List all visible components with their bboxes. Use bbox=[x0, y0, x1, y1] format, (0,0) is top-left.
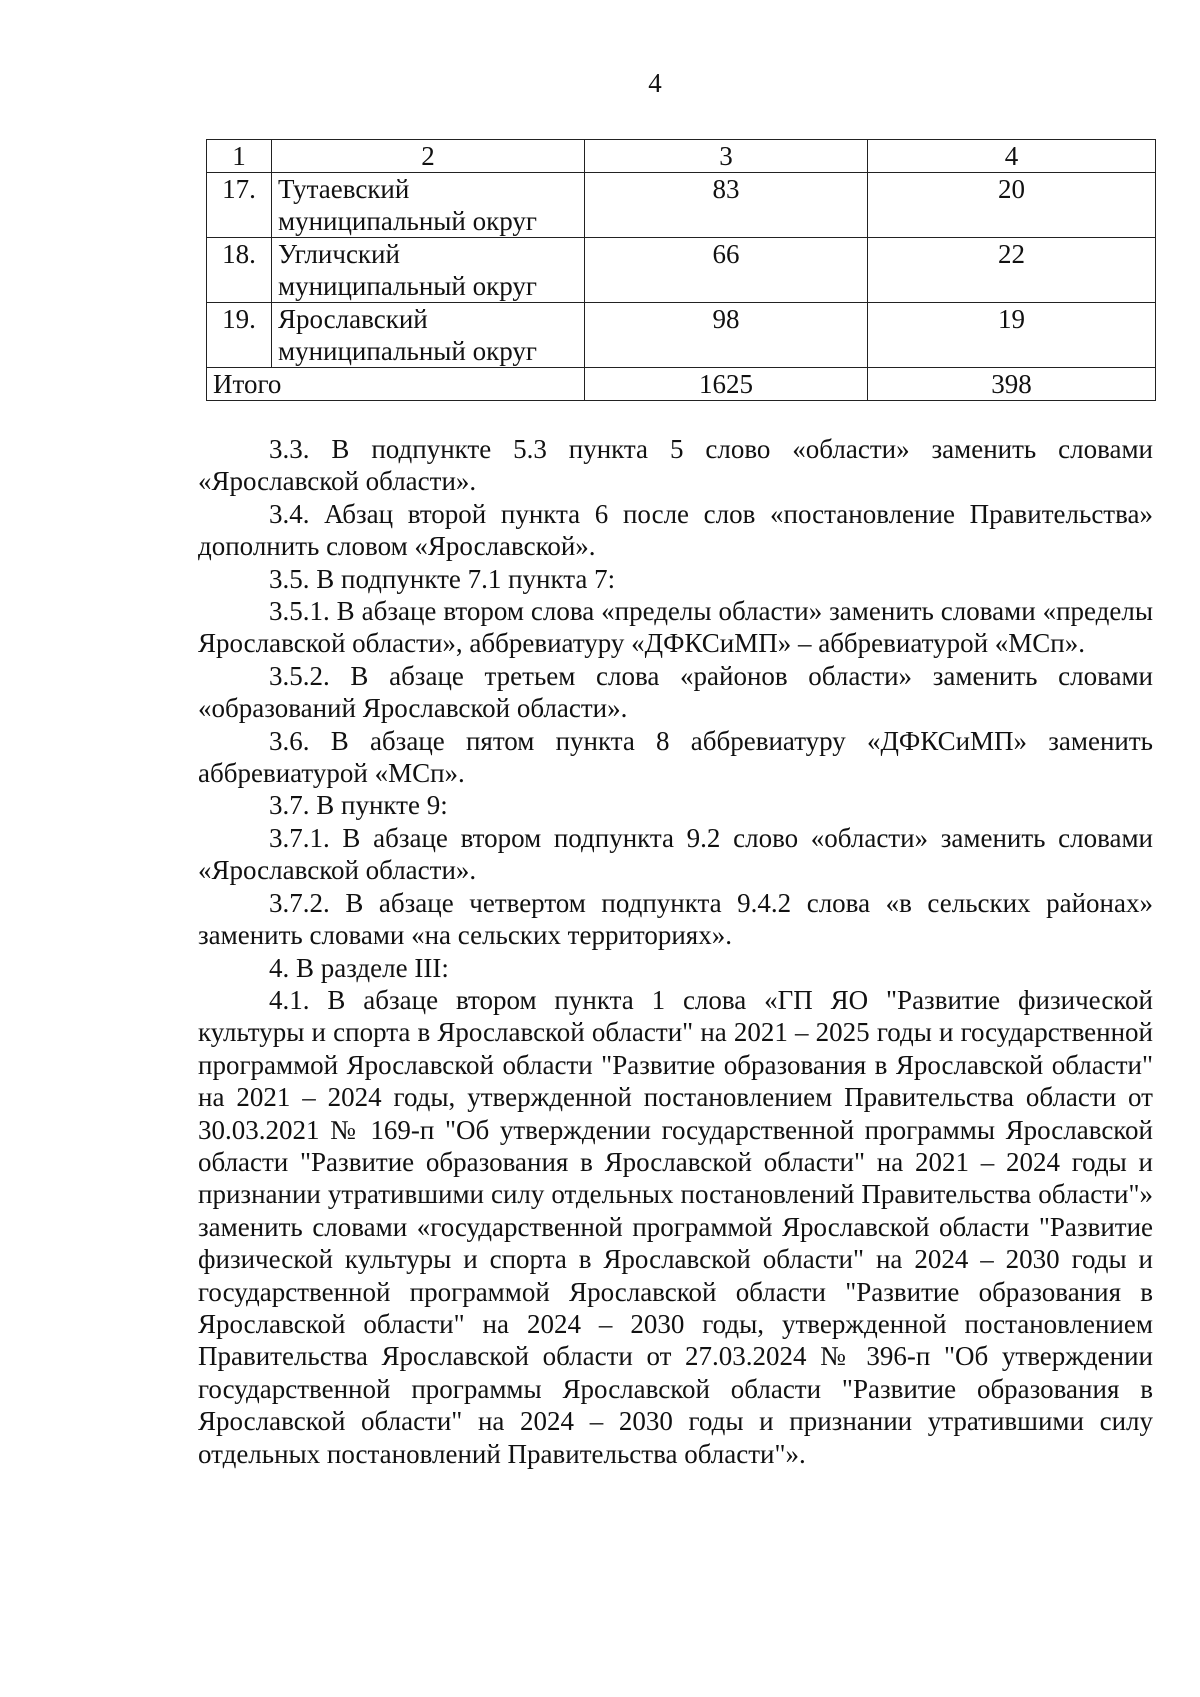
district-name-line2: муниципальный округ bbox=[278, 206, 537, 236]
district-name bbox=[272, 303, 585, 368]
data-table bbox=[206, 139, 1156, 401]
district-name-line1: Угличский bbox=[278, 239, 400, 269]
row-number: 19. bbox=[207, 303, 272, 368]
total-col3: 1625 bbox=[585, 368, 868, 401]
paragraph: 3.6. В абзаце пятом пункта 8 аббревиатуру «ДФКСиМП» заменить аббревиатурой «МСп». bbox=[198, 725, 1153, 789]
page-number: 4 bbox=[648, 68, 662, 98]
paragraph: 3.5.1. В абзаце втором слова «пределы области» заменить словами «пределы Ярославской области», аббревиатуру «ДФКСиМП» – аббревиатурой «МСп». bbox=[198, 596, 1153, 659]
header-cell-3: 3 bbox=[585, 140, 868, 173]
col3-value: 66 bbox=[585, 238, 868, 303]
paragraph: 3.7. В пункте 9: bbox=[269, 790, 448, 821]
district-name-line1: Ярославский bbox=[278, 304, 428, 334]
header-cell-2: 2 bbox=[272, 140, 585, 173]
district-name-line2: муниципальный округ bbox=[278, 336, 537, 366]
total-label: Итого bbox=[207, 368, 585, 401]
table-row bbox=[207, 238, 1156, 303]
col4-value: 22 bbox=[868, 238, 1156, 303]
paragraph: 4. В разделе III: bbox=[269, 952, 449, 983]
paragraph: 3.7.2. В абзаце четвертом подпункта 9.4.2 слова «в сельских районах» заменить словами «на сельских территориях». bbox=[198, 887, 1153, 951]
header-cell-1: 1 bbox=[207, 140, 272, 173]
district-name-line2: муниципальный округ bbox=[278, 271, 537, 301]
header-cell-4: 4 bbox=[868, 140, 1156, 173]
paragraph: 3.5.2. В абзаце третьем слова «районов области» заменить словами «образований Ярославской области». bbox=[198, 660, 1153, 724]
col4-value: 20 bbox=[868, 173, 1156, 238]
district-name bbox=[272, 238, 585, 303]
paragraph: 3.5. В подпункте 7.1 пункта 7: bbox=[269, 563, 616, 594]
table-total-row bbox=[207, 368, 1156, 401]
paragraph: 3.4. Абзац второй пункта 6 после слов «постановление Правительства» дополнить словом «Ярославской». bbox=[198, 498, 1153, 562]
table-row bbox=[207, 303, 1156, 368]
table-row bbox=[207, 173, 1156, 238]
row-number: 18. bbox=[207, 238, 272, 303]
col3-value: 83 bbox=[585, 173, 868, 238]
col4-value: 19 bbox=[868, 303, 1156, 368]
paragraph: 3.3. В подпункте 5.3 пункта 5 слово «области» заменить словами «Ярославской области». bbox=[198, 434, 1153, 497]
table-header-row bbox=[207, 140, 1156, 173]
col3-value: 98 bbox=[585, 303, 868, 368]
row-number: 17. bbox=[207, 173, 272, 238]
document-body bbox=[198, 433, 1153, 1470]
paragraph: 3.7.1. В абзаце втором подпункта 9.2 слово «области» заменить словами «Ярославской области». bbox=[198, 822, 1153, 886]
district-name bbox=[272, 173, 585, 238]
paragraph: 4.1. В абзаце втором пункта 1 слова «ГП ЯО "Развитие физической культуры и спорта в Ярославской области" на 2021 – 2025 годы и государственной программой Ярославской области "Развитие образования в Ярославской области" на 2021 – 2024 годы, утвержденной постановлением Правительства области от 30.03.2021 № 169-п "Об утверждении государственной программы Ярославской области "Развитие образования в Ярославской области" на 2021 – 2024 годы и признании утратившими силу отдельных постановлений Правительства области"» заменить словами «государственной программой Ярославской области "Развитие физической культуры и спорта в Ярославской области" на 2024 – 2030 годы и государственной программой Ярославской области "Развитие образования в Ярославской области" на 2024 – 2030 годы, утвержденной постановлением Правительства Ярославской области от 27.03.2024 № 396-п "Об утверждении государственной программы Ярославской области "Развитие образования в Ярославской области" на 2024 – 2030 годы и признании утратившими силу отдельных постановлений Правительства области"». bbox=[198, 984, 1153, 1469]
district-name-line1: Тутаевский bbox=[278, 174, 410, 204]
total-col4: 398 bbox=[868, 368, 1156, 401]
